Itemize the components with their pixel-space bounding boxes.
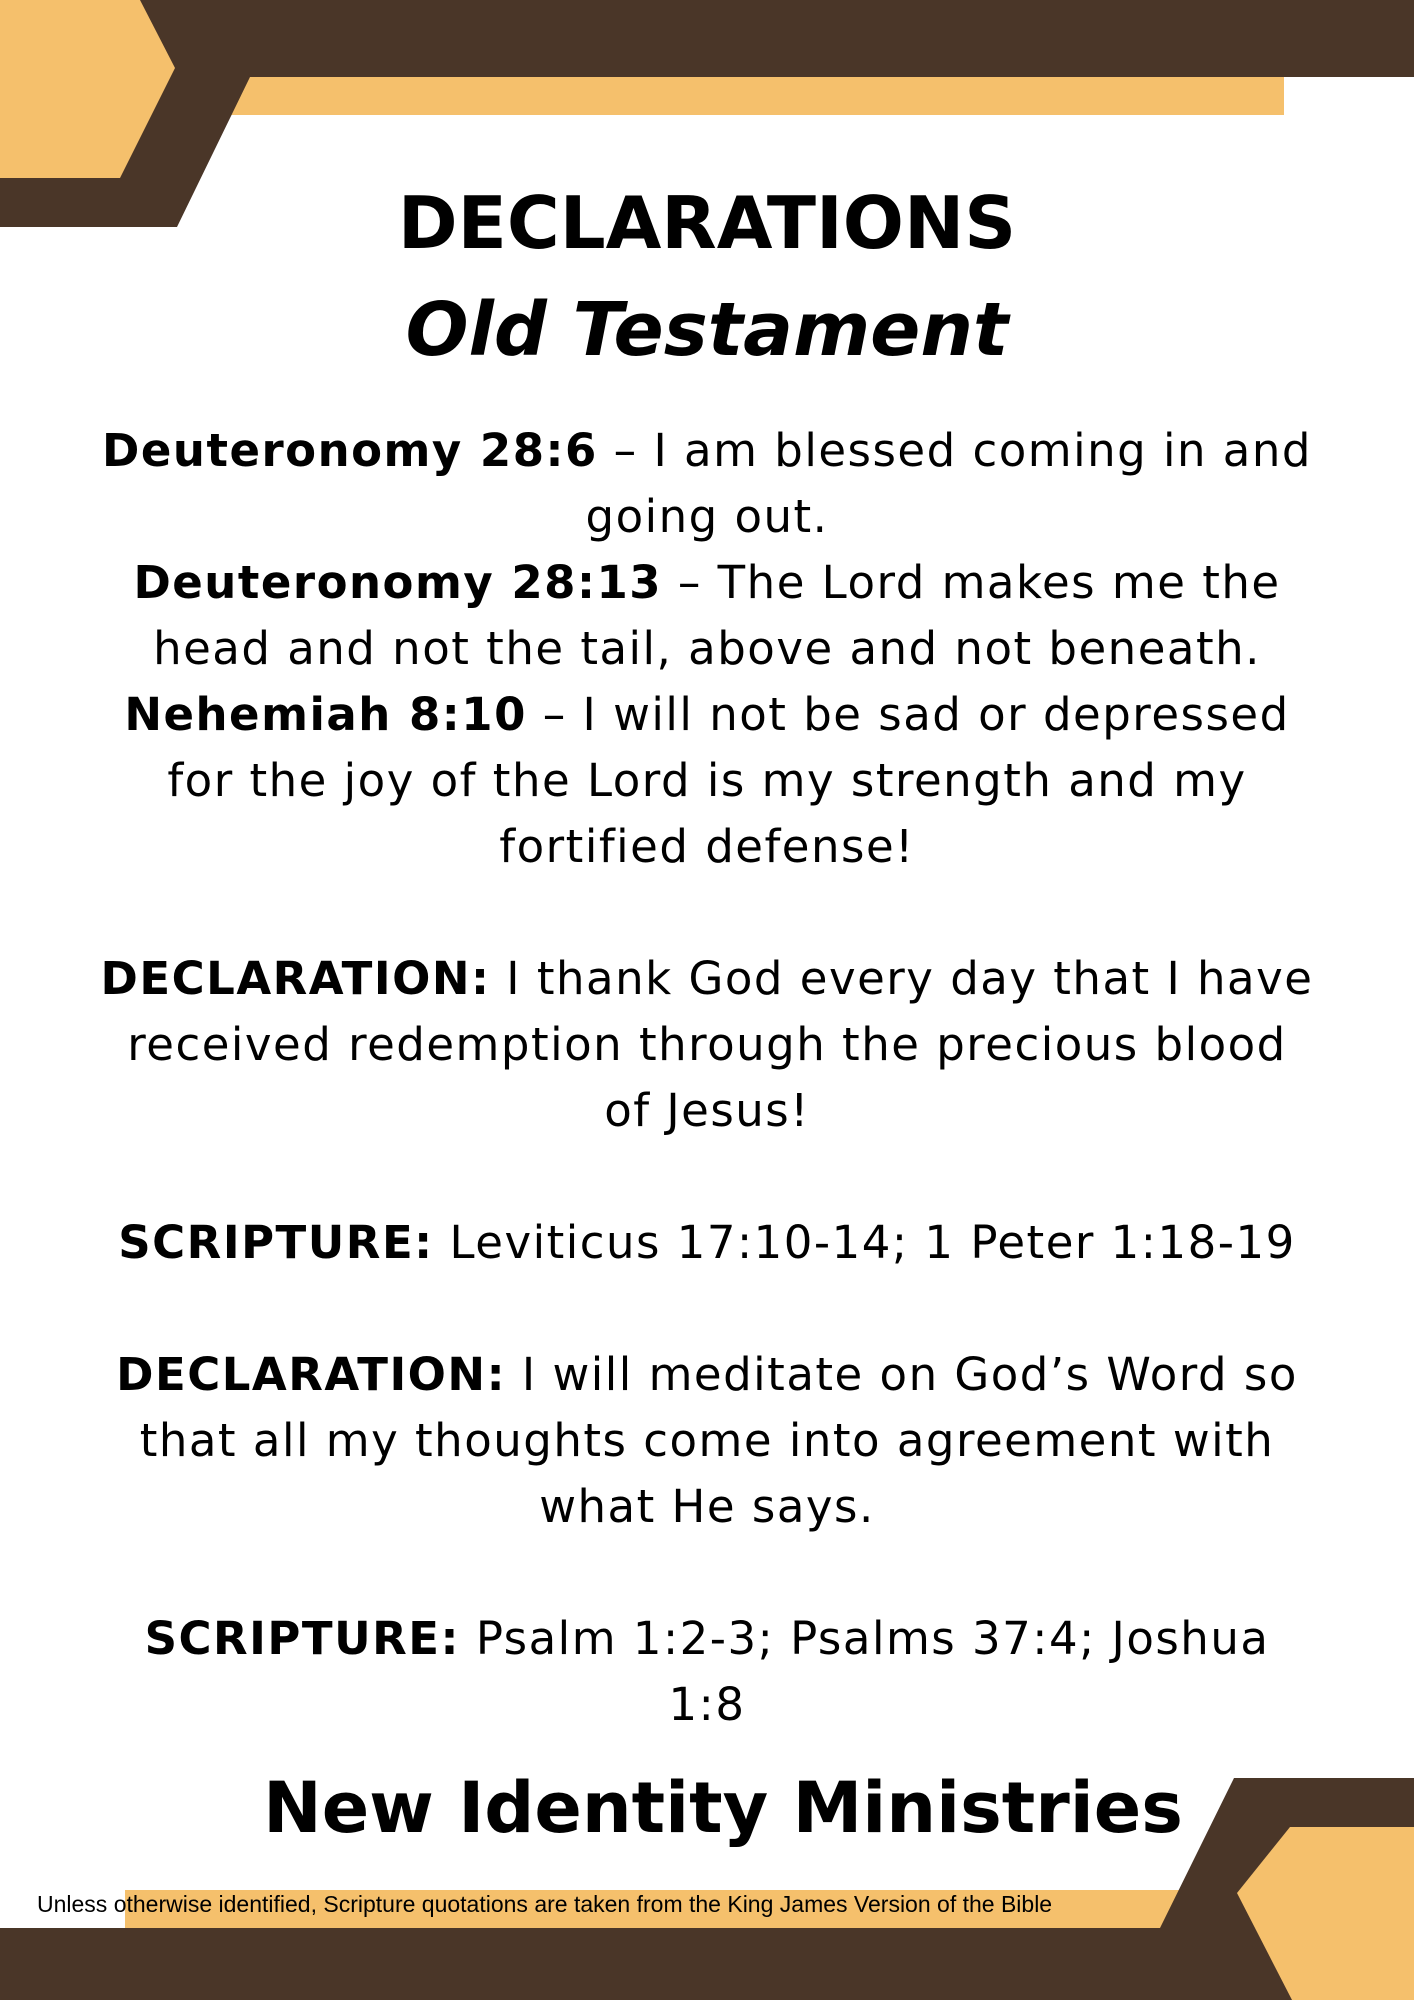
verse-reference: Nehemiah 8:10 [124, 688, 527, 741]
page-subtitle: Old Testament [405, 287, 1009, 373]
declaration-text: I thank God every day that I have received redemption through the precious blood of Jesus! [127, 952, 1314, 1137]
verse-paragraph [100, 418, 1314, 550]
organization-name: New Identity Ministries [263, 1767, 1183, 1849]
verse-paragraph [100, 682, 1314, 880]
scripture-text: Leviticus 17:10-14; 1 Peter 1:18-19 [433, 1216, 1296, 1269]
scripture-label: SCRIPTURE: [144, 1612, 461, 1665]
declarations-content [100, 418, 1314, 1738]
scripture-text: Psalm 1:2-3; Psalms 37:4; Joshua 1:8 [460, 1612, 1270, 1731]
spacer [100, 880, 1314, 946]
verse-text: – I will not be sad or depressed for the joy of the Lord is my strength and my fortified defense! [167, 688, 1290, 873]
declaration-label: DECLARATION: [100, 952, 491, 1005]
page-title: DECLARATIONS [397, 181, 1017, 265]
verse-paragraph [100, 550, 1314, 682]
scripture-label: SCRIPTURE: [118, 1216, 434, 1269]
scripture-paragraph [100, 1210, 1314, 1276]
declaration-text: I will meditate on God’s Word so that all my thoughts come into agreement with what He says. [139, 1348, 1298, 1533]
spacer [100, 1540, 1314, 1606]
declaration-paragraph [100, 946, 1314, 1144]
top-gold-stripe [230, 75, 1284, 115]
spacer [100, 1144, 1314, 1210]
scripture-paragraph [100, 1606, 1314, 1738]
verse-text: – I am blessed coming in and going out. [585, 424, 1312, 543]
verse-reference: Deuteronomy 28:13 [133, 556, 663, 609]
verse-reference: Deuteronomy 28:6 [102, 424, 598, 477]
spacer [100, 1276, 1314, 1342]
verse-text: – The Lord makes me the head and not the tail, above and not beneath. [153, 556, 1281, 675]
declaration-label: DECLARATION: [116, 1348, 507, 1401]
disclaimer-text: Unless otherwise identified, Scripture quotations are taken from the King James Version of the Bible [37, 1891, 1053, 1917]
declaration-paragraph [100, 1342, 1314, 1540]
